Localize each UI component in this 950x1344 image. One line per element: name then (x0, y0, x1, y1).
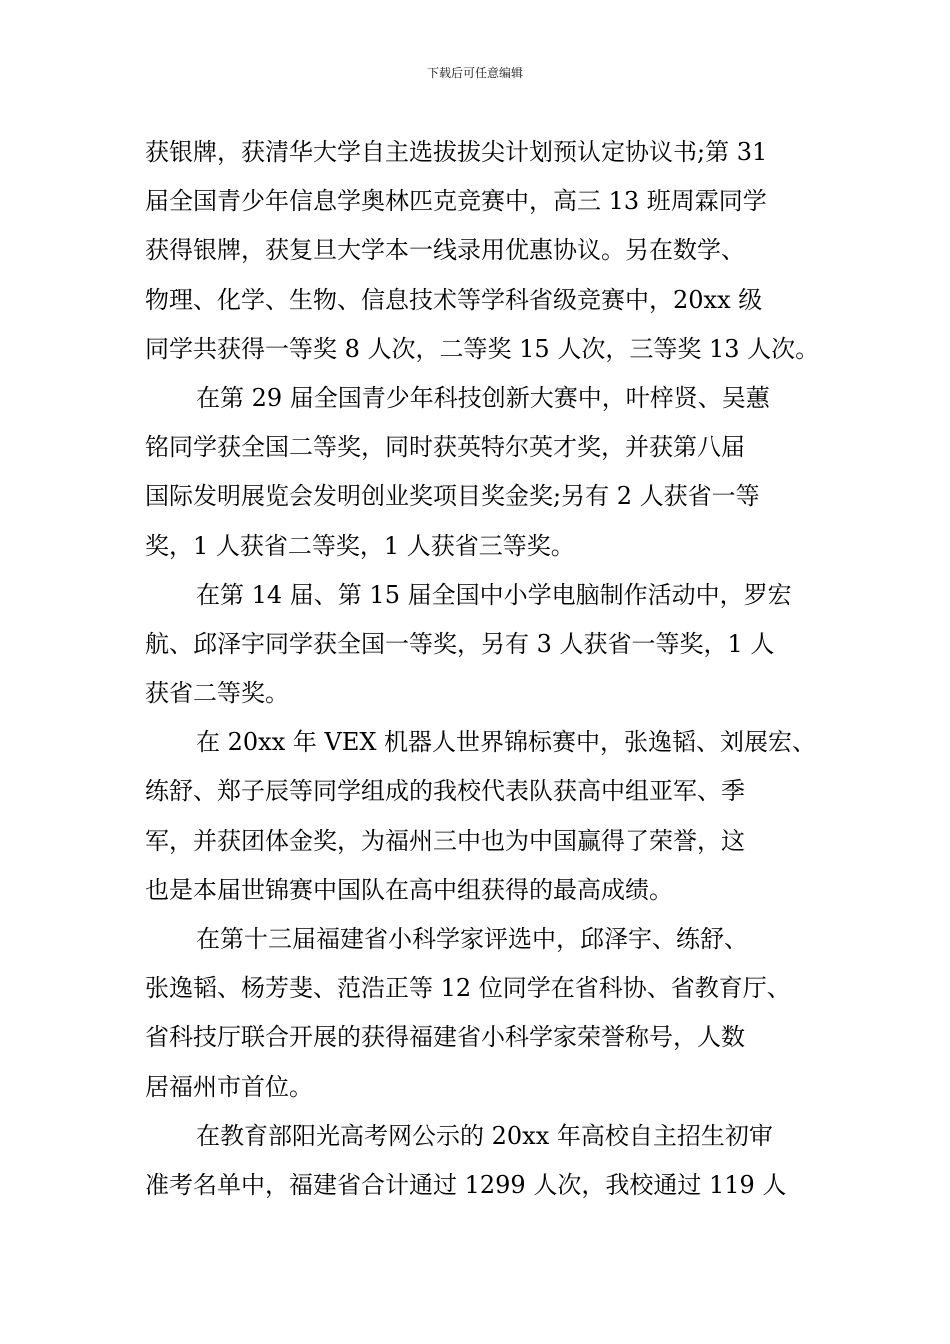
text-line: 国际发明展览会发明创业奖项目奖金奖;另有 2 人获省一等 (145, 482, 760, 511)
text-line: 物理、化学、生物、信息技术等学科省级竞赛中，20xx 级 (145, 285, 763, 314)
text-line: 张逸韬、杨芳斐、范浩正等 12 位同学在省科协、省教育厅、 (145, 974, 791, 1003)
text-line: 奖，1 人获省二等奖，1 人获省三等奖。 (145, 531, 575, 560)
text-line: 也是本届世锦赛中国队在高中组获得的最高成绩。 (145, 875, 673, 904)
text-line: 居福州市首位。 (145, 1072, 313, 1101)
text-line: 省科技厅联合开展的获得福建省小科学家荣誉称号，人数 (145, 1023, 745, 1052)
text-line: 准考名单中，福建省合计通过 1299 人次，我校通过 119 人 (145, 1170, 787, 1199)
paragraph-first-line: 在教育部阳光高考网公示的 20xx 年高校自主招生初审 (196, 1121, 773, 1150)
text-line: 练舒、郑子辰等同学组成的我校代表队获高中组亚军、季 (145, 777, 745, 806)
text-line: 获得银牌，获复旦大学本一线录用优惠协议。另在数学、 (145, 236, 745, 265)
text-line: 同学共获得一等奖 8 人次，二等奖 15 人次，三等奖 13 人次。 (145, 334, 820, 363)
paragraph-first-line: 在 20xx 年 VEX 机器人世界锦标赛中，张逸韬、刘展宏、 (196, 728, 817, 757)
document-body (145, 128, 825, 1210)
text-line: 获银牌，获清华大学自主选拔拔尖计划预认定协议书;第 31 (145, 138, 768, 166)
text-line: 军，并获团体金奖，为福州三中也为中国赢得了荣誉，这 (145, 826, 745, 855)
text-line: 获省二等奖。 (145, 679, 289, 708)
paragraph-first-line: 在第 14 届、第 15 届全国中小学电脑制作活动中，罗宏 (196, 580, 792, 609)
text-line: 铭同学获全国二等奖，同时获英特尔英才奖，并获第八届 (145, 433, 745, 462)
paragraph-first-line: 在第 29 届全国青少年科技创新大赛中，叶梓贤、吴蕙 (196, 383, 770, 412)
text-line: 届全国青少年信息学奥林匹克竞赛中，高三 13 班周霖同学 (145, 187, 767, 216)
text-line: 航、邱泽宇同学获全国一等奖，另有 3 人获省一等奖，1 人 (145, 629, 775, 658)
page-header: 下载后可任意编辑 (426, 66, 523, 80)
paragraph-first-line: 在第十三届福建省小科学家评选中，邱泽宇、练舒、 (196, 925, 748, 953)
